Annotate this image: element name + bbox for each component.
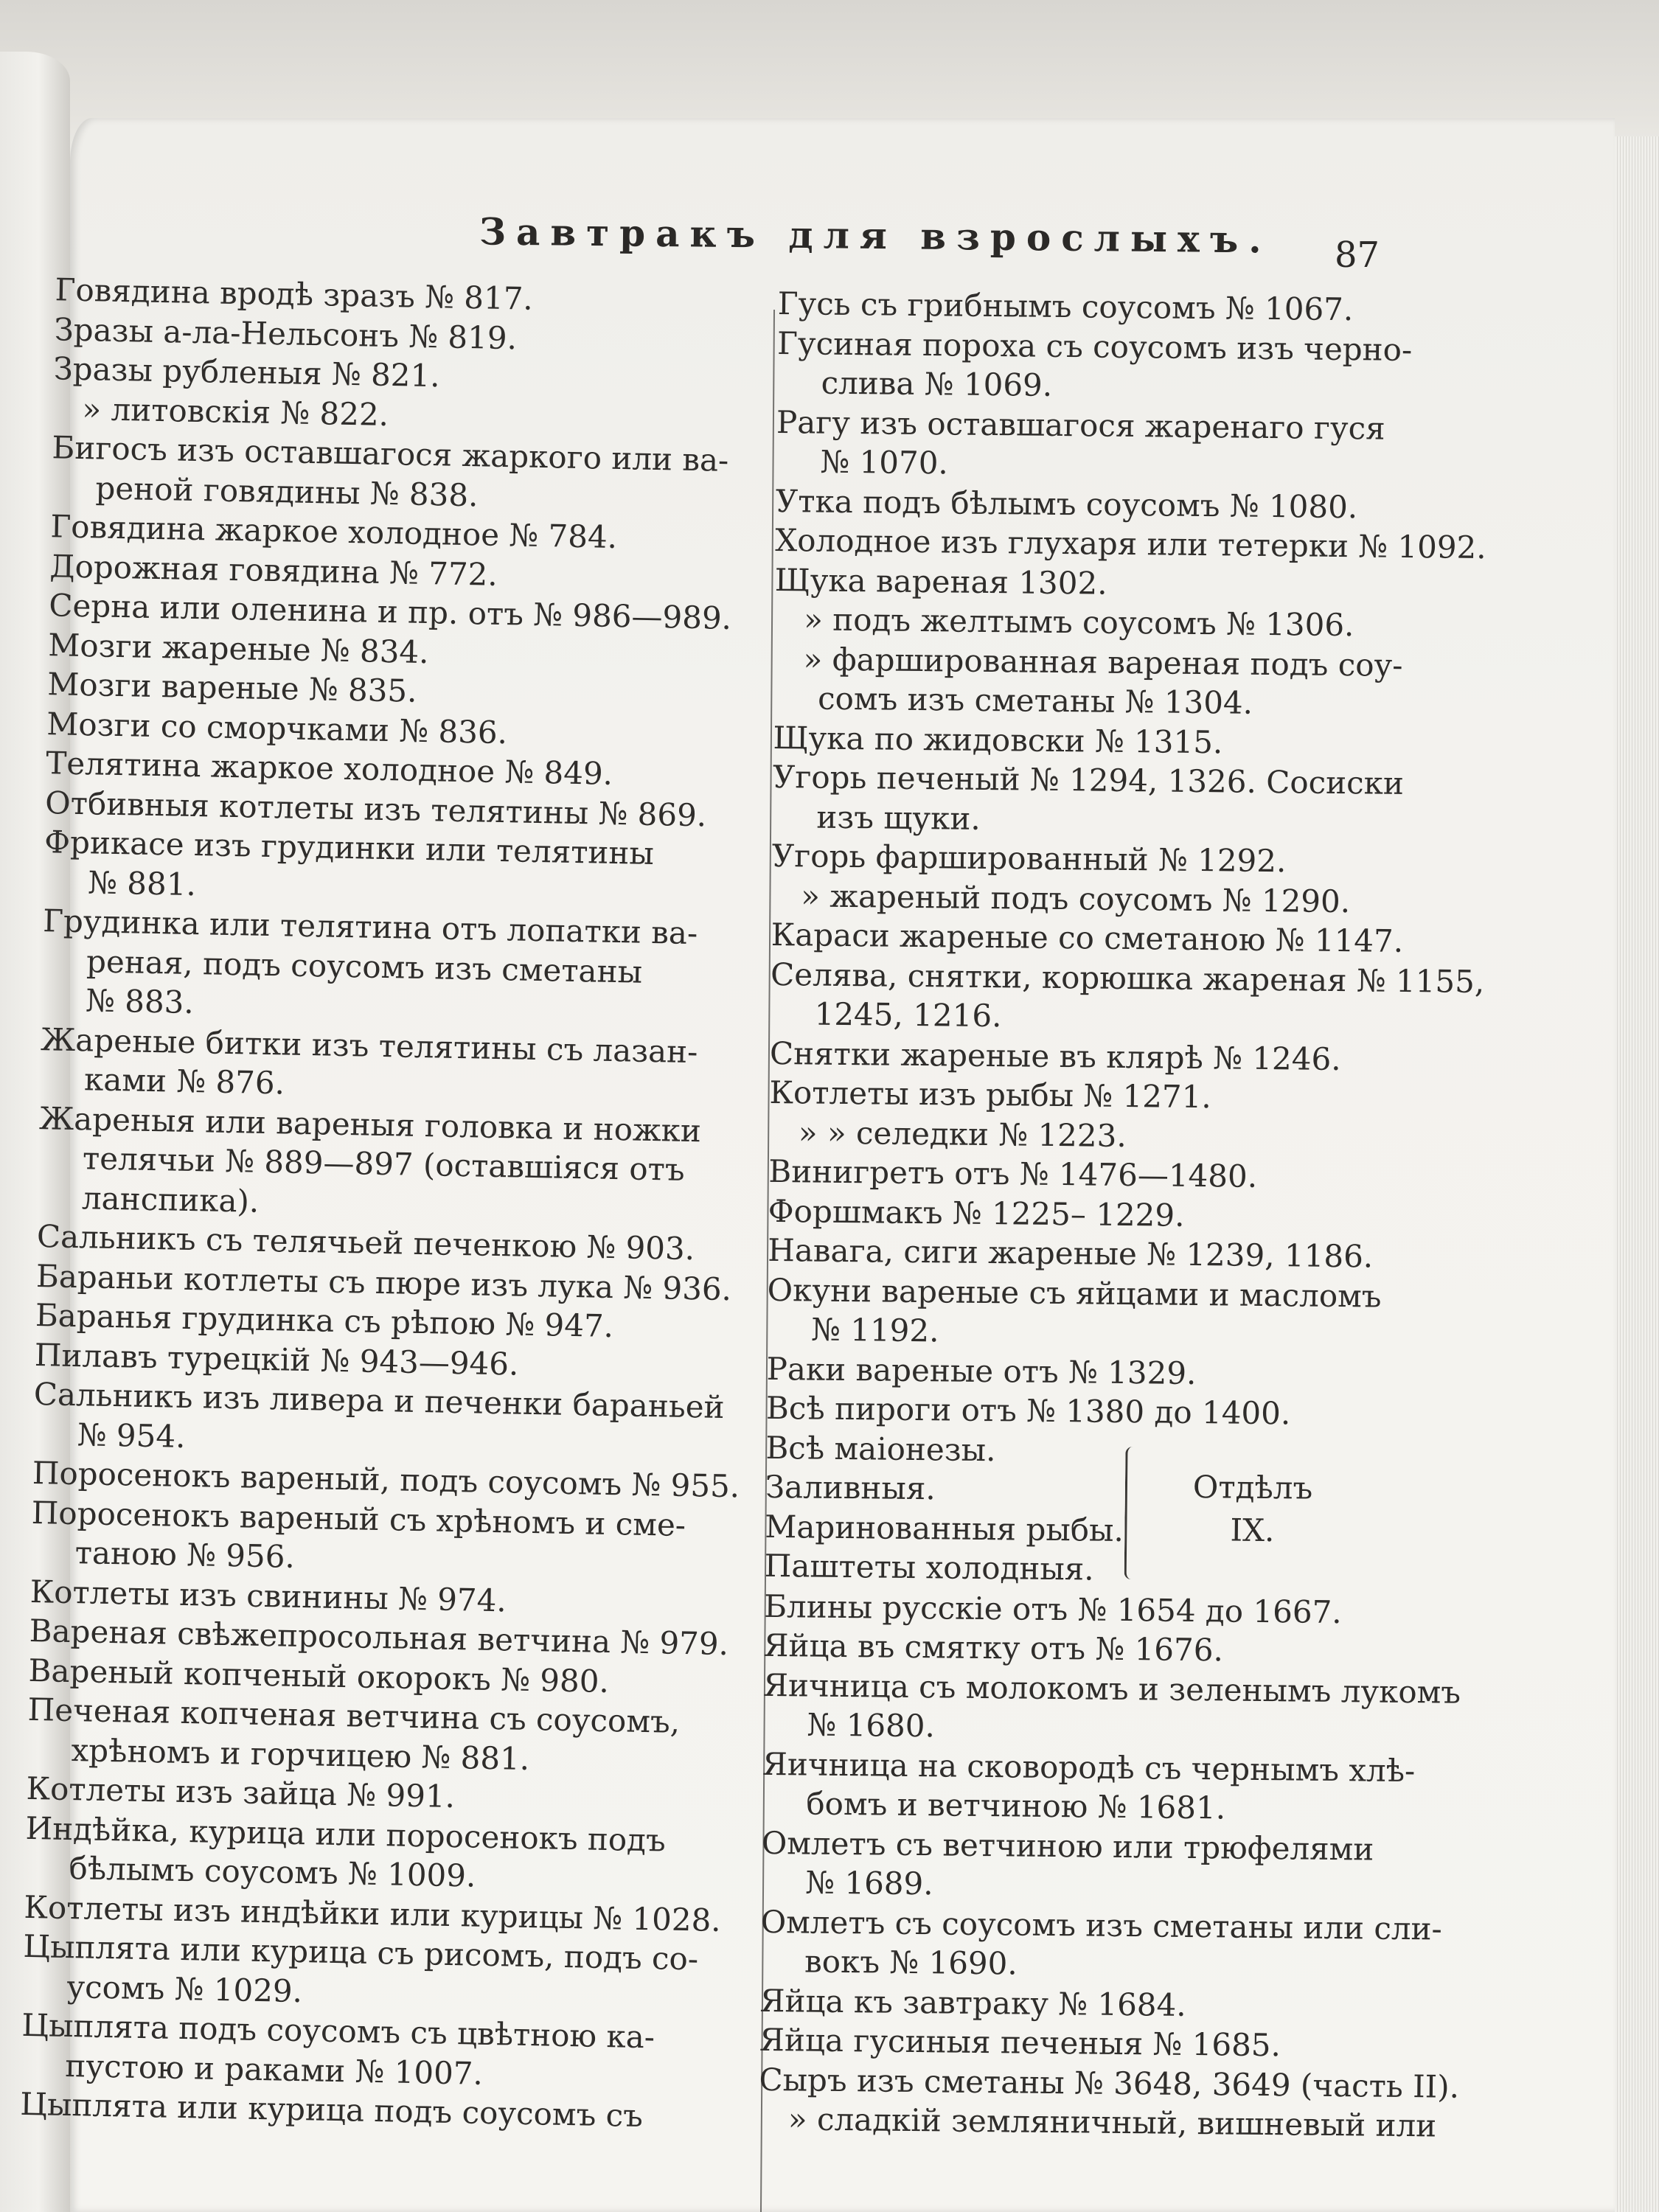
entry-continuation: ками № 876. bbox=[83, 1061, 285, 1102]
entry-line: Цыплята или курица подъ соусомъ съ bbox=[19, 2085, 644, 2135]
index-entry bbox=[763, 1626, 1446, 1672]
index-entry bbox=[762, 1744, 1444, 1830]
entry-line: Сыръ изъ сметаны № 3648, 3649 (часть II). bbox=[759, 2061, 1460, 2105]
entry-continuation: бомъ и ветчиною № 1681. bbox=[806, 1785, 1226, 1826]
entry-line: Яйца въ смятку отъ № 1676. bbox=[763, 1627, 1224, 1669]
entry-line: Говядина вродѣ зразъ № 817. bbox=[55, 271, 534, 317]
entry-line: Вареный копченый окорокъ № 980. bbox=[28, 1652, 610, 1700]
entry-line: Котлеты изъ зайца № 991. bbox=[26, 1770, 456, 1815]
entry-continuation: изъ щуки. bbox=[816, 799, 981, 837]
index-entry bbox=[759, 2099, 1441, 2146]
index-entry bbox=[760, 1902, 1443, 1988]
bracket-item: Заливныя. bbox=[765, 1468, 936, 1507]
index-entry bbox=[768, 1191, 1451, 1237]
entry-continuation: № 1192. bbox=[810, 1311, 939, 1349]
entry-line: Бигосъ изъ оставшагося жаркого или ва- bbox=[52, 429, 729, 479]
entry-line: » » селедки № 1223. bbox=[798, 1113, 1127, 1154]
index-entry bbox=[766, 1388, 1449, 1435]
index-entry bbox=[767, 1270, 1450, 1356]
entry-line: Жареные битки изъ телятины съ лазан- bbox=[40, 1020, 698, 1070]
entry-line: Котлеты изъ рыбы № 1271. bbox=[769, 1074, 1212, 1116]
curly-brace bbox=[1124, 1447, 1140, 1579]
entry-line: Селява, снятки, корюшка жареная № 1155, bbox=[770, 956, 1485, 1000]
entry-continuation: слива № 1069. bbox=[821, 364, 1053, 403]
index-entry bbox=[769, 1073, 1452, 1119]
index-entry bbox=[24, 1808, 745, 1901]
bracket-label bbox=[1192, 1465, 1312, 1552]
index-entry bbox=[774, 599, 1457, 646]
entry-continuation: № 881. bbox=[87, 863, 197, 902]
entry-line: Навага, сиги жареные № 1239, 1186. bbox=[768, 1231, 1374, 1275]
entry-line: Баранья грудинка съ рѣпою № 947. bbox=[35, 1297, 614, 1345]
index-entry bbox=[764, 1586, 1447, 1632]
entry-line: Вареная свѣжепросольная ветчина № 979. bbox=[29, 1612, 729, 1663]
index-entry bbox=[772, 757, 1455, 844]
entry-line: Серна или оленина и пр. отъ № 986—989. bbox=[48, 587, 732, 636]
entry-line: Всѣ пироги отъ № 1380 до 1400. bbox=[765, 1389, 1291, 1432]
index-entry bbox=[38, 1099, 759, 1231]
entry-line: Гусиная пороха съ соусомъ изъ черно- bbox=[776, 324, 1413, 368]
index-entry bbox=[772, 836, 1455, 883]
entry-line: Щука вареная 1302. bbox=[774, 561, 1107, 602]
bracket-items bbox=[765, 1427, 1125, 1589]
entry-continuation: усомъ № 1029. bbox=[66, 1968, 303, 2009]
index-entry bbox=[41, 901, 762, 1033]
entry-continuation: бѣлымъ соусомъ № 1009. bbox=[69, 1850, 476, 1894]
entry-line: Щука по жидовски № 1315. bbox=[773, 719, 1223, 760]
index-entry bbox=[771, 875, 1454, 922]
entry-line: Омлетъ съ ветчиною или трюфелями bbox=[761, 1824, 1374, 1868]
entry-line: Караси жареные со сметаною № 1147. bbox=[771, 916, 1404, 959]
index-entry bbox=[40, 1020, 760, 1113]
entry-line: » жареный подъ соусомъ № 1290. bbox=[801, 877, 1351, 919]
entry-line: Зразы а-ла-Нельсонъ № 819. bbox=[54, 310, 518, 356]
index-entry bbox=[759, 2020, 1442, 2067]
entry-line: Яйца гусиныя печеныя № 1685. bbox=[759, 2021, 1281, 2064]
entry-line: Утка подъ бѣлымъ соусомъ № 1080. bbox=[775, 482, 1358, 525]
bracket-group bbox=[765, 1427, 1430, 1593]
index-entry bbox=[773, 717, 1455, 764]
index-entry bbox=[51, 428, 771, 521]
entry-line: Угорь печеный № 1294, 1326. Сосиски bbox=[772, 758, 1405, 801]
entry-line: Дорожная говядина № 772. bbox=[49, 547, 498, 593]
index-entry bbox=[770, 1033, 1453, 1079]
entry-line: » литовскія № 822. bbox=[82, 390, 389, 433]
entry-line: Цыплята или курица съ рисомъ, подъ со- bbox=[23, 1927, 699, 1978]
index-entry bbox=[776, 402, 1458, 488]
entry-line: Отбивныя котлеты изъ телятины № 869. bbox=[44, 784, 707, 833]
entry-continuation: ланспика). bbox=[81, 1179, 260, 1220]
index-entry bbox=[769, 1112, 1452, 1158]
index-entry bbox=[768, 1152, 1451, 1198]
entry-line: Телятина жаркое холодное № 849. bbox=[45, 745, 613, 792]
entry-continuation: вокъ № 1690. bbox=[804, 1943, 1018, 1982]
entry-line: Яйца къ завтраку № 1684. bbox=[759, 1982, 1186, 2023]
left-column bbox=[20, 270, 774, 2138]
entry-line: » подъ желтымъ соусомъ № 1306. bbox=[803, 601, 1354, 644]
index-entry bbox=[761, 1823, 1444, 1909]
entry-continuation: таною № 956. bbox=[74, 1534, 296, 1575]
entry-continuation: № 1070. bbox=[820, 443, 949, 481]
entry-continuation: реная, подъ соусомъ изъ сметаны bbox=[86, 942, 643, 990]
right-column bbox=[759, 284, 1486, 2146]
entry-line: Грудинка или телятина отъ лопатки ва- bbox=[42, 902, 698, 952]
bracket-label-line1: Отдѣлъ bbox=[1192, 1468, 1313, 1506]
index-entry bbox=[44, 822, 764, 915]
entry-continuation: 1245, 1216. bbox=[814, 995, 1002, 1034]
index-entry bbox=[771, 915, 1453, 961]
entry-line: Рагу изъ оставшагося жаренаго гуся bbox=[776, 403, 1385, 447]
entry-line: Печеная копченая ветчина съ соусомъ, bbox=[27, 1691, 681, 1740]
entry-line: Мозги жареные № 834. bbox=[47, 626, 430, 670]
entry-line: Поросенокъ вареный съ хрѣномъ и сме- bbox=[31, 1494, 686, 1543]
index-entry bbox=[759, 2059, 1460, 2106]
bracket-item: Паштеты холодныя. bbox=[764, 1547, 1094, 1587]
entry-line: Фрикасе изъ грудинки или телятины bbox=[44, 824, 655, 872]
index-entry bbox=[762, 1665, 1461, 1751]
entry-line: Снятки жареные въ клярѣ № 1246. bbox=[769, 1034, 1341, 1077]
entry-continuation: № 883. bbox=[85, 982, 195, 1021]
entry-line: Индѣйка, курица или поросенокъ подъ bbox=[25, 1809, 667, 1859]
entry-line: Пилавъ турецкій № 943—946. bbox=[34, 1336, 519, 1382]
index-entry bbox=[32, 1374, 753, 1467]
index-entry bbox=[775, 521, 1486, 567]
index-entry bbox=[777, 284, 1460, 330]
entry-line: Котлеты изъ свинины № 974. bbox=[29, 1573, 507, 1618]
entry-line: Раки вареные отъ № 1329. bbox=[766, 1350, 1197, 1391]
index-entry bbox=[22, 1927, 742, 2020]
right-column-bottom bbox=[759, 1586, 1461, 2146]
index-entry bbox=[773, 639, 1456, 725]
index-entry bbox=[759, 1980, 1442, 2027]
entry-continuation: № 954. bbox=[77, 1416, 186, 1455]
running-head-title: Завтракъ для взрослыхъ. bbox=[479, 209, 1272, 262]
entry-line: Мозги вареные № 835. bbox=[46, 666, 417, 709]
entry-line: Жареныя или вареныя головка и ножки bbox=[38, 1099, 702, 1149]
entry-line: Холодное изъ глухаря или тетерки № 1092. bbox=[775, 521, 1486, 566]
entry-line: Угорь фаршированный № 1292. bbox=[771, 837, 1287, 880]
index-entry bbox=[768, 1231, 1450, 1277]
entry-line: Яичница съ молокомъ и зеленымъ лукомъ bbox=[762, 1666, 1461, 1711]
entry-line: Яичница на сковородѣ съ чернымъ хлѣ- bbox=[762, 1745, 1416, 1789]
entry-continuation: реной говядины № 838. bbox=[95, 469, 479, 513]
index-entry bbox=[776, 323, 1459, 409]
index-entry bbox=[30, 1492, 751, 1585]
entry-line: Блины русскіе отъ № 1654 до 1667. bbox=[763, 1587, 1342, 1630]
page-stack-edge bbox=[1615, 136, 1659, 2212]
entry-continuation: № 1689. bbox=[805, 1864, 933, 1902]
right-column-top bbox=[765, 284, 1486, 1435]
entry-continuation: сомъ изъ сметаны № 1304. bbox=[817, 680, 1253, 721]
entry-line: Зразы рубленыя № 821. bbox=[53, 350, 441, 394]
entry-continuation: пустою и раками № 1007. bbox=[64, 2047, 484, 2092]
index-entry bbox=[766, 1349, 1449, 1395]
entry-line: Мозги со сморчками № 836. bbox=[46, 705, 508, 751]
entry-line: Окуни вареные съ яйцами и масломъ bbox=[767, 1271, 1382, 1315]
entry-line: Гусь съ грибнымъ соусомъ № 1067. bbox=[777, 285, 1354, 328]
bracket-item: Всѣ маіонезы. bbox=[765, 1429, 996, 1468]
entry-continuation: хрѣномъ и горчицею № 881. bbox=[71, 1731, 530, 1777]
index-entry bbox=[776, 481, 1458, 527]
entry-line: » сладкій земляничный, вишневый или bbox=[787, 2101, 1437, 2144]
entry-line: Цыплята подъ соусомъ съ цвѣтною ка- bbox=[21, 2006, 655, 2056]
bracket-label-line2: IX. bbox=[1230, 1512, 1275, 1548]
entry-line: Поросенокъ вареный, подъ соусомъ № 955. bbox=[32, 1454, 740, 1505]
index-entry bbox=[27, 1690, 747, 1783]
entry-continuation: № 1680. bbox=[807, 1706, 936, 1745]
index-entry bbox=[770, 954, 1485, 1040]
entry-line: Сальникъ съ телячьей печенкою № 903. bbox=[36, 1218, 695, 1267]
entry-line: Омлетъ съ соусомъ изъ сметаны или сли- bbox=[760, 1903, 1443, 1947]
index-entry bbox=[21, 2006, 741, 2098]
entry-line: » фаршированная вареная подъ соу- bbox=[803, 640, 1403, 684]
entry-line: Форшмакъ № 1225– 1229. bbox=[768, 1192, 1185, 1234]
entry-line: Винигретъ отъ № 1476—1480. bbox=[768, 1152, 1258, 1194]
entry-line: Бараньи котлеты съ пюре изъ лука № 936. bbox=[35, 1257, 732, 1307]
bracket-item: Маринованныя рыбы. bbox=[765, 1508, 1124, 1548]
page-number: 87 bbox=[1335, 234, 1380, 276]
entry-line: Сальникъ изъ ливера и печенки бараньей bbox=[33, 1376, 726, 1425]
entry-line: Котлеты изъ индѣйки или курицы № 1028. bbox=[24, 1888, 722, 1938]
index-entry bbox=[775, 560, 1458, 606]
entry-continuation: телячьи № 889—897 (оставшіяся отъ bbox=[82, 1140, 686, 1188]
entry-line: Говядина жаркое холодное № 784. bbox=[50, 508, 618, 555]
